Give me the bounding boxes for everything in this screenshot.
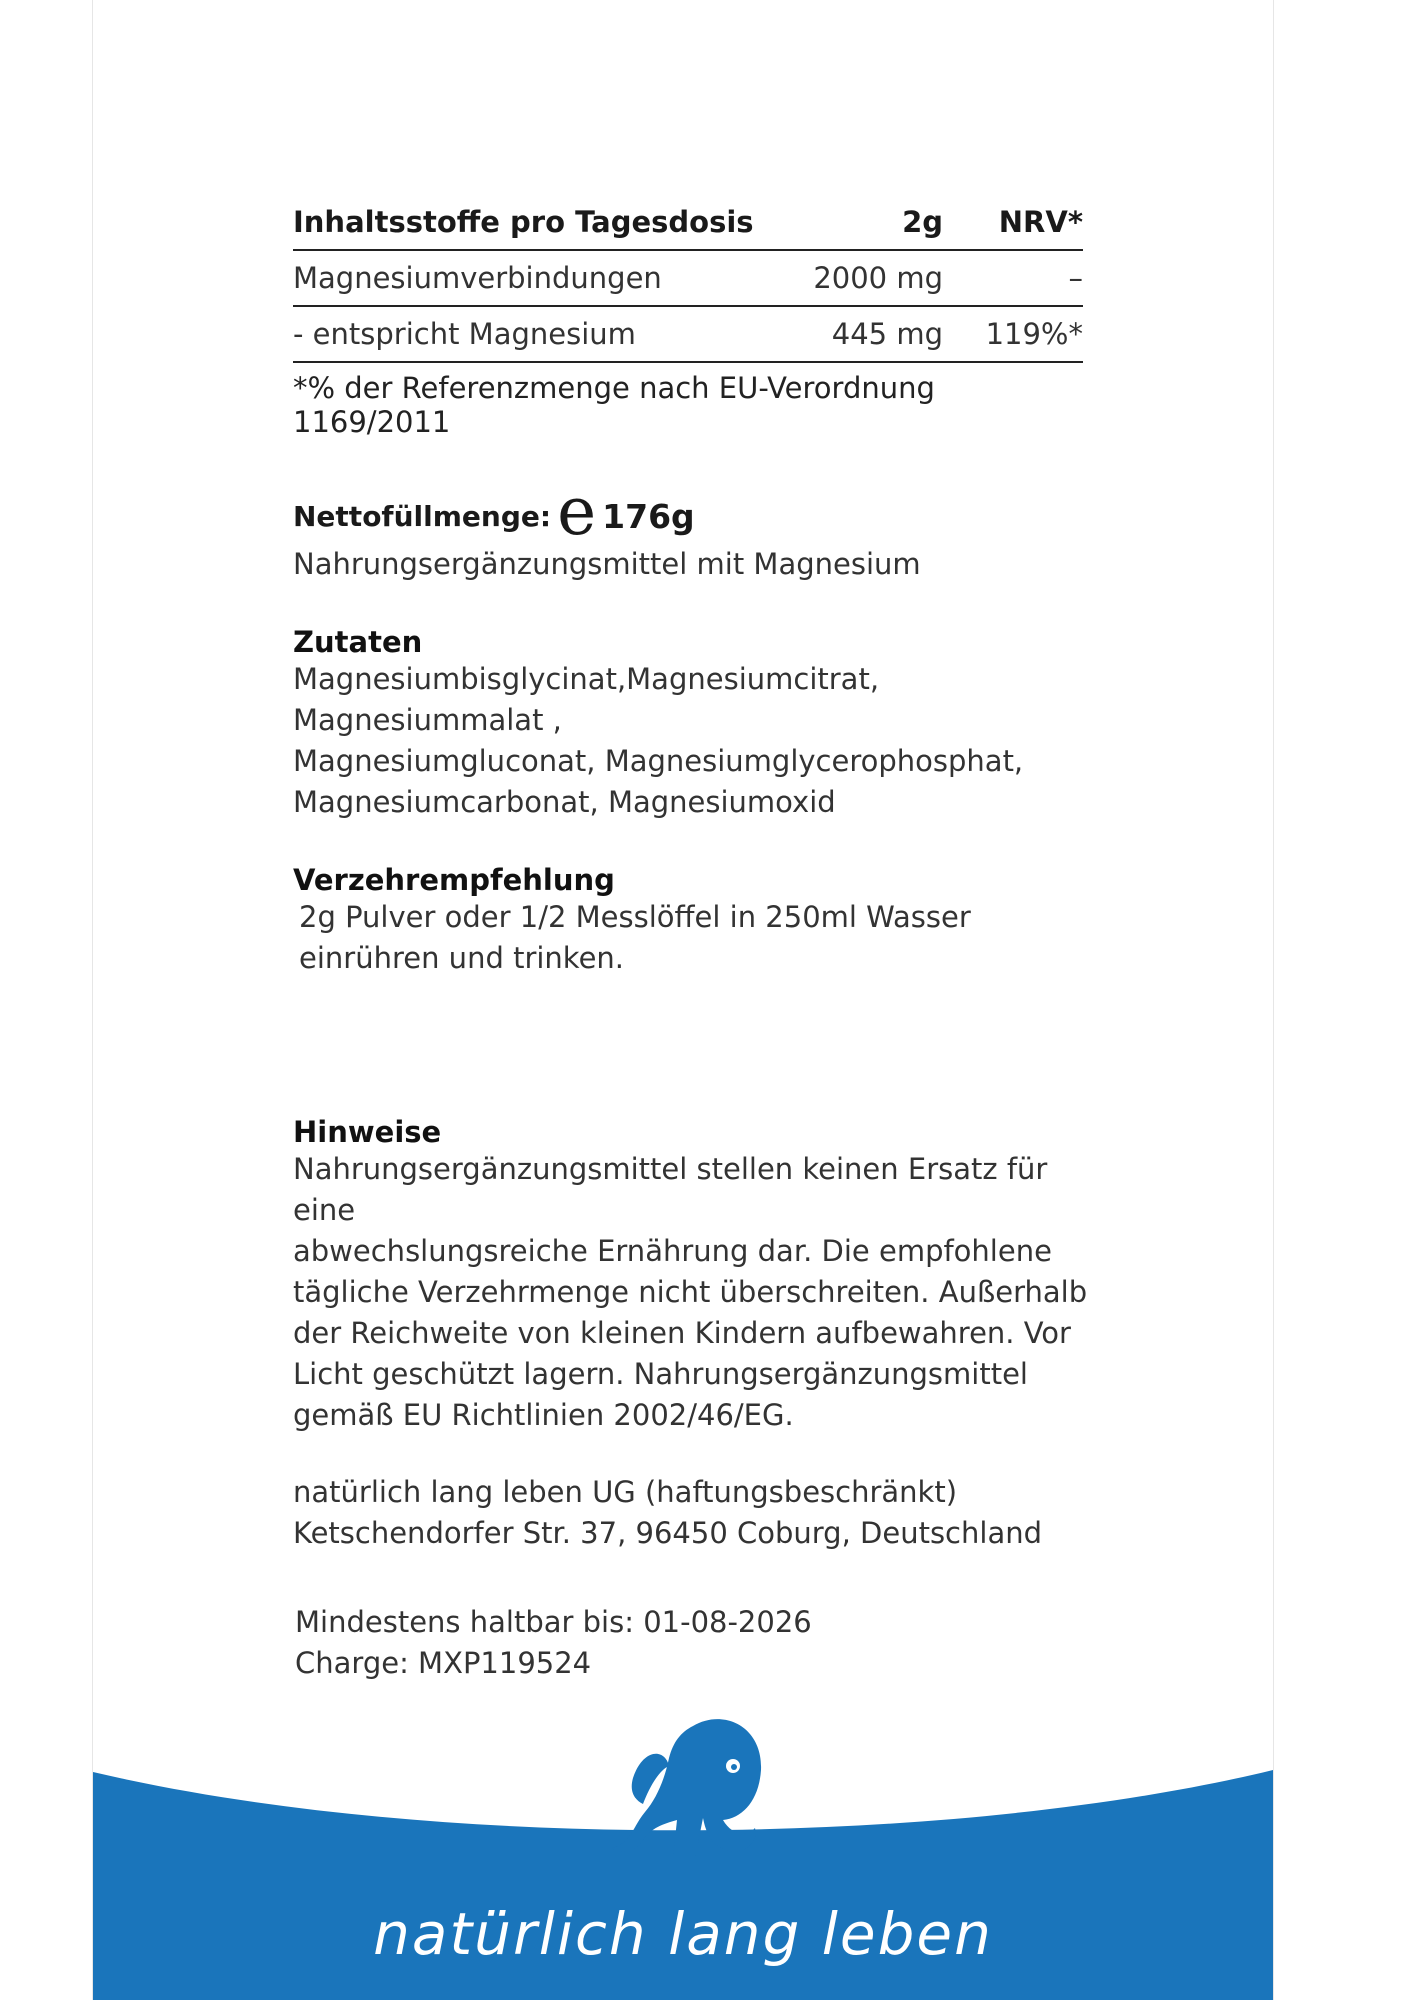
row-name: Magnesiumverbindungen <box>293 250 763 306</box>
dosage-text <box>293 897 1093 979</box>
net-quantity-label: Nettofüllmenge: <box>293 499 552 533</box>
table-row <box>293 250 1083 306</box>
net-quantity-value: 176g <box>602 496 695 536</box>
notes-text <box>293 1149 1113 1436</box>
estimated-sign-icon: e <box>557 473 597 550</box>
text-line: gemäß EU Richtlinien 2002/46/EG. <box>293 1398 794 1432</box>
label-panel <box>92 0 1274 2000</box>
text-line: 2g Pulver oder 1/2 Messlöffel in 250ml Wasser <box>299 900 971 934</box>
ingredients-section <box>293 625 1093 823</box>
text-line: der Reichweite von kleinen Kindern aufbewahren. Vor <box>293 1316 1071 1350</box>
label-content <box>293 195 1093 1684</box>
best-before-date: Mindestens haltbar bis: 01-08-2026 <box>295 1605 812 1639</box>
table-row <box>293 306 1083 362</box>
company-block <box>293 1472 1093 1554</box>
company-name: natürlich lang leben UG (haftungsbeschränkt) <box>293 1475 958 1509</box>
ingredients-title: Zutaten <box>293 625 423 659</box>
mammoth-logo-icon <box>573 1708 793 1868</box>
brand-wordmark: natürlich lang leben <box>373 1900 993 1968</box>
row-amount: 445 mg <box>763 306 943 362</box>
nutrition-table <box>293 195 1083 363</box>
header-ingredients: Inhaltsstoffe pro Tagesdosis <box>293 195 763 250</box>
text-line: tägliche Verzehrmenge nicht überschreiten. Außerhalb <box>293 1275 1088 1309</box>
row-nrv: – <box>943 250 1083 306</box>
header-amount: 2g <box>763 195 943 250</box>
text-line: Licht geschützt lagern. Nahrungsergänzungsmittel <box>293 1357 1028 1391</box>
net-quantity <box>293 473 1093 550</box>
text-line: Magnesiumcarbonat, Magnesiumoxid <box>293 785 836 819</box>
text-line: Magnesiumbisglycinat,Magnesiumcitrat, Magnesiummalat , <box>293 662 880 737</box>
row-nrv: 119%* <box>943 306 1083 362</box>
dosage-title: Verzehrempfehlung <box>293 863 615 897</box>
text-line: einrühren und trinken. <box>299 941 625 975</box>
text-line: Nahrungsergänzungsmittel stellen keinen Ersatz für eine <box>293 1152 1048 1227</box>
expiry-block <box>293 1602 1093 1684</box>
company-address: Ketschendorfer Str. 37, 96450 Coburg, Deutschland <box>293 1516 1043 1550</box>
ingredients-text <box>293 659 1093 823</box>
notes-title: Hinweise <box>293 1115 442 1149</box>
nutrition-table-header <box>293 195 1083 250</box>
notes-section <box>293 1115 1093 1436</box>
dosage-section <box>293 863 1093 979</box>
batch-number: Charge: MXP119524 <box>295 1646 592 1680</box>
text-line: Magnesiumgluconat, Magnesiumglycerophosphat, <box>293 744 1024 778</box>
product-description: Nahrungsergänzungsmittel mit Magnesium <box>293 547 921 581</box>
row-name: - entspricht Magnesium <box>293 306 763 362</box>
table-footnote: *% der Referenzmenge nach EU-Verordnung 1169/2011 <box>293 371 935 439</box>
text-line: abwechslungsreiche Ernährung dar. Die empfohlene <box>293 1234 1052 1268</box>
header-nrv: NRV* <box>943 195 1083 250</box>
row-amount: 2000 mg <box>763 250 943 306</box>
